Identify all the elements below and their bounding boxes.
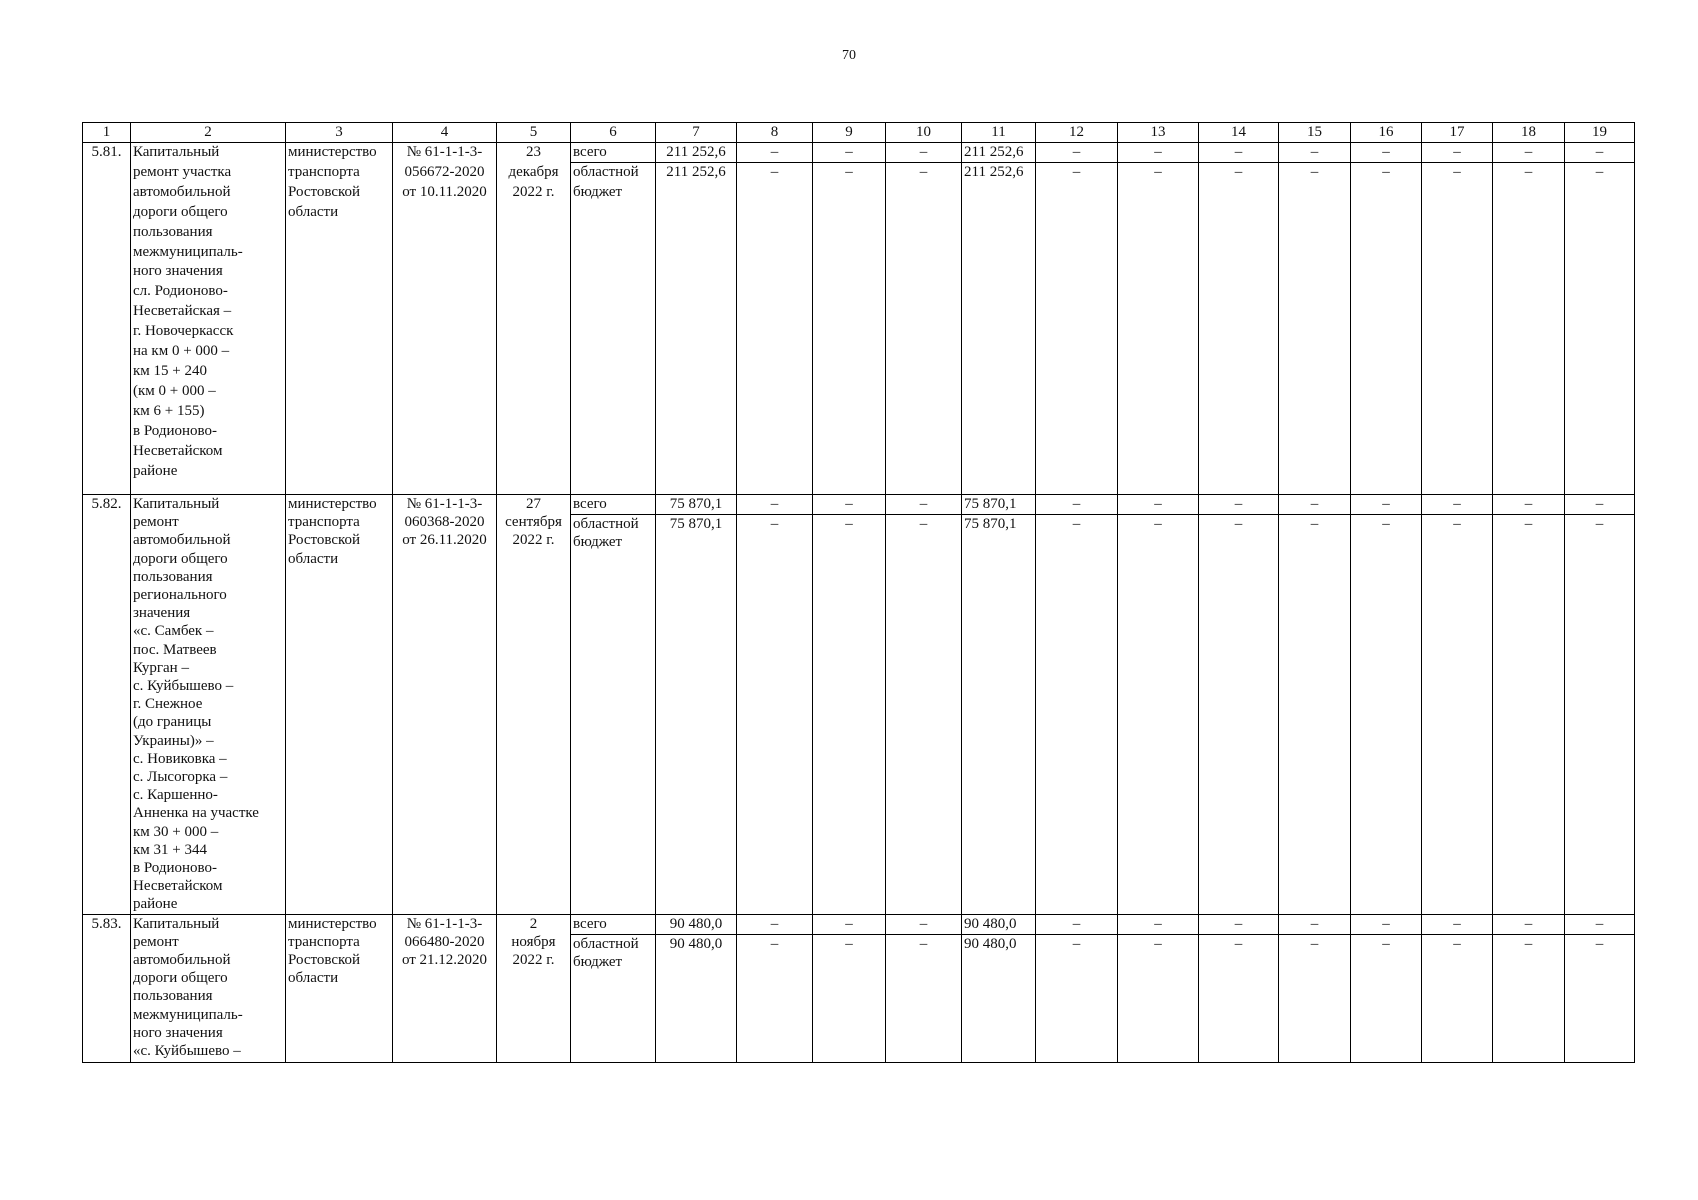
dash-cell: – (886, 495, 962, 515)
table-row (83, 914, 1635, 934)
header-cell: 1 (83, 123, 131, 143)
object-name-line: Капитальный (133, 496, 220, 512)
customer-line: Ростовской (288, 183, 361, 200)
object-name-line: Несветайская – (133, 303, 232, 320)
customer-line: области (288, 550, 339, 567)
dash-cell: – (1493, 163, 1565, 495)
contract-number-line: 056672-2020 (404, 163, 485, 180)
funding-budget-label-line: бюджет (573, 534, 623, 551)
object-name-line: Капитальный (133, 144, 220, 160)
dash-cell: – (737, 163, 813, 495)
object-name-line: пользования (133, 568, 213, 585)
dash-cell: – (1422, 495, 1493, 515)
completion-date (497, 143, 571, 495)
customer-line: транспорта (288, 514, 360, 531)
dash-cell: – (1199, 143, 1279, 163)
dash-cell: – (1036, 515, 1118, 915)
object-name-line: Капитальный (133, 915, 220, 932)
row-number: 5.81. (83, 143, 131, 495)
dash-cell: – (1351, 143, 1422, 163)
data-table (82, 122, 1635, 1063)
object-name-line: «с. Куйбышево – (133, 1043, 241, 1060)
customer-line: области (288, 203, 339, 220)
dash-cell: – (1199, 495, 1279, 515)
customer (286, 914, 393, 1062)
funding-budget-value: 90 480,0 (656, 934, 737, 1062)
header-cell: 4 (393, 123, 497, 143)
funding-total-col11: 211 252,6 (962, 143, 1036, 163)
header-cell: 5 (497, 123, 571, 143)
dash-cell: – (886, 143, 962, 163)
customer-line: министерство (288, 144, 377, 160)
funding-total-label: всего (571, 495, 656, 515)
header-cell: 8 (737, 123, 813, 143)
object-name-line: районе (133, 462, 178, 479)
dash-cell: – (1036, 143, 1118, 163)
object-name-line: с. Новиковка – (133, 750, 227, 767)
object-name-line: пользования (133, 988, 213, 1005)
dash-cell: – (1036, 934, 1118, 1062)
funding-total-value: 75 870,1 (656, 495, 737, 515)
completion-date (497, 914, 571, 1062)
dash-cell: – (1422, 515, 1493, 915)
object-name-line: ремонт (133, 933, 179, 950)
dash-cell: – (1118, 163, 1199, 495)
object-name (131, 495, 286, 915)
contract-number-line: № 61-1-1-3- (406, 144, 483, 160)
dash-cell: – (737, 495, 813, 515)
dash-cell: – (1279, 143, 1351, 163)
funding-budget-label (571, 515, 656, 915)
header-cell: 16 (1351, 123, 1422, 143)
object-name-line: пос. Матвеев (133, 641, 217, 658)
dash-cell: – (1422, 163, 1493, 495)
header-cell: 14 (1199, 123, 1279, 143)
dash-cell: – (1351, 914, 1422, 934)
dash-cell: – (1565, 934, 1635, 1062)
funding-budget-col11: 75 870,1 (962, 515, 1036, 915)
funding-total-value: 211 252,6 (656, 143, 737, 163)
dash-cell: – (1199, 934, 1279, 1062)
customer-line: Ростовской (288, 952, 361, 969)
dash-cell: – (813, 143, 886, 163)
object-name-line: км 30 + 000 – (133, 823, 219, 840)
contract-number (393, 495, 497, 915)
completion-date-line: 2022 г. (512, 532, 555, 549)
header-row (83, 123, 1635, 143)
completion-date-line: сентября (505, 514, 562, 531)
dash-cell: – (1279, 914, 1351, 934)
object-name-line: Украины)» – (133, 732, 214, 749)
funding-total-col11: 90 480,0 (962, 914, 1036, 934)
table-row (83, 143, 1635, 163)
completion-date-line: 2022 г. (512, 183, 555, 200)
dash-cell: – (1036, 495, 1118, 515)
contract-number-line: № 61-1-1-3- (406, 496, 483, 512)
object-name-line: регионального (133, 587, 227, 604)
object-name-line: «с. Самбек – (133, 623, 214, 640)
funding-total-label: всего (571, 914, 656, 934)
object-name-line: дороги общего (133, 203, 228, 220)
completion-date-line: 27 (526, 496, 541, 512)
dash-cell: – (813, 914, 886, 934)
header-cell: 13 (1118, 123, 1199, 143)
row-number: 5.82. (83, 495, 131, 915)
object-name (131, 143, 286, 495)
dash-cell: – (1565, 163, 1635, 495)
customer-line: Ростовской (288, 532, 361, 549)
funding-budget-label-line: областной (573, 164, 639, 180)
object-name-line: дороги общего (133, 970, 228, 987)
funding-total-label: всего (571, 143, 656, 163)
contract-number-line: от 21.12.2020 (401, 952, 488, 969)
dash-cell: – (1118, 143, 1199, 163)
header-cell: 12 (1036, 123, 1118, 143)
dash-cell: – (1422, 143, 1493, 163)
dash-cell: – (1493, 914, 1565, 934)
dash-cell: – (737, 515, 813, 915)
object-name (131, 914, 286, 1062)
funding-budget-label-line: бюджет (573, 953, 623, 970)
customer-line: министерство (288, 496, 377, 512)
table-row (83, 495, 1635, 515)
object-name-line: Анненка на участке (133, 805, 259, 822)
object-name-line: ного значения (133, 263, 223, 280)
dash-cell: – (1493, 143, 1565, 163)
contract-number (393, 143, 497, 495)
dash-cell: – (1199, 515, 1279, 915)
dash-cell: – (886, 934, 962, 1062)
dash-cell: – (1565, 143, 1635, 163)
object-name-line: ремонт (133, 514, 179, 531)
header-cell: 2 (131, 123, 286, 143)
object-name-line: в Родионово- (133, 860, 218, 877)
object-name-line: г. Новочеркасск (133, 323, 234, 340)
object-name-line: ного значения (133, 1024, 223, 1041)
funding-budget-label (571, 934, 656, 1062)
funding-budget-value: 75 870,1 (656, 515, 737, 915)
contract-number-line: от 10.11.2020 (402, 183, 487, 200)
header-cell: 17 (1422, 123, 1493, 143)
dash-cell: – (1565, 914, 1635, 934)
object-name-line: межмуниципаль- (133, 243, 243, 260)
object-name-line: (км 0 + 000 – (133, 382, 216, 399)
completion-date-line: 2022 г. (512, 952, 555, 969)
contract-number (393, 914, 497, 1062)
dash-cell: – (1118, 515, 1199, 915)
dash-cell: – (1351, 934, 1422, 1062)
funding-total-value: 90 480,0 (656, 914, 737, 934)
contract-number-line: 060368-2020 (404, 514, 485, 531)
dash-cell: – (1118, 495, 1199, 515)
dash-cell: – (813, 495, 886, 515)
header-cell: 3 (286, 123, 393, 143)
contract-number-line: 066480-2020 (404, 933, 485, 950)
customer-line: области (288, 970, 339, 987)
object-name-line: автомобильной (133, 183, 231, 200)
object-name-line: пользования (133, 223, 213, 240)
customer (286, 143, 393, 495)
dash-cell: – (1036, 914, 1118, 934)
page-number: 70 (842, 48, 856, 63)
header-cell: 11 (962, 123, 1036, 143)
object-name-line: дороги общего (133, 550, 228, 567)
dash-cell: – (886, 515, 962, 915)
dash-cell: – (1279, 163, 1351, 495)
object-name-line: км 15 + 240 (133, 362, 207, 379)
dash-cell: – (1199, 914, 1279, 934)
customer (286, 495, 393, 915)
header-cell: 10 (886, 123, 962, 143)
object-name-line: ремонт участка (133, 163, 232, 180)
completion-date-line: декабря (508, 163, 559, 180)
object-name-line: г. Снежное (133, 696, 203, 713)
header-cell: 7 (656, 123, 737, 143)
funding-budget-col11: 211 252,6 (962, 163, 1036, 495)
customer-line: транспорта (288, 933, 360, 950)
dash-cell: – (1565, 495, 1635, 515)
completion-date-line: 23 (526, 144, 541, 160)
customer-line: транспорта (288, 163, 360, 180)
dash-cell: – (1279, 515, 1351, 915)
funding-budget-col11: 90 480,0 (962, 934, 1036, 1062)
dash-cell: – (1493, 934, 1565, 1062)
dash-cell: – (886, 163, 962, 495)
object-name-line: на км 0 + 000 – (133, 343, 230, 360)
object-name-line: значения (133, 605, 191, 622)
dash-cell: – (1493, 495, 1565, 515)
object-name-line: с. Каршенно- (133, 787, 218, 804)
customer-line: министерство (288, 915, 377, 932)
object-name-line: автомобильной (133, 532, 231, 549)
dash-cell: – (1565, 515, 1635, 915)
funding-budget-label-line: областной (573, 516, 639, 533)
completion-date-line: ноября (511, 933, 556, 950)
funding-budget-label-line: бюджет (573, 183, 623, 200)
completion-date-line: 2 (529, 915, 538, 932)
dash-cell: – (1118, 914, 1199, 934)
row-number: 5.83. (83, 914, 131, 1062)
dash-cell: – (1199, 163, 1279, 495)
object-name-line: автомобильной (133, 952, 231, 969)
dash-cell: – (1493, 515, 1565, 915)
dash-cell: – (1118, 934, 1199, 1062)
object-name-line: с. Куйбышево – (133, 678, 234, 695)
table-body (83, 123, 1635, 1063)
dash-cell: – (1279, 495, 1351, 515)
dash-cell: – (1422, 914, 1493, 934)
dash-cell: – (813, 515, 886, 915)
dash-cell: – (1036, 163, 1118, 495)
header-cell: 9 (813, 123, 886, 143)
header-cell: 15 (1279, 123, 1351, 143)
object-name-line: км 6 + 155) (133, 402, 205, 419)
dash-cell: – (737, 143, 813, 163)
dash-cell: – (737, 934, 813, 1062)
dash-cell: – (1351, 495, 1422, 515)
dash-cell: – (1351, 515, 1422, 915)
dash-cell: – (1351, 163, 1422, 495)
header-cell: 18 (1493, 123, 1565, 143)
dash-cell: – (1279, 934, 1351, 1062)
contract-number-line: № 61-1-1-3- (406, 915, 483, 932)
dash-cell: – (1422, 934, 1493, 1062)
header-cell: 6 (571, 123, 656, 143)
funding-budget-label (571, 163, 656, 495)
funding-budget-value: 211 252,6 (656, 163, 737, 495)
object-name-line: Несветайском (133, 442, 223, 459)
object-name-line: сл. Родионово- (133, 283, 228, 300)
object-name-line: км 31 + 344 (133, 841, 207, 858)
contract-number-line: от 26.11.2020 (402, 532, 487, 549)
object-name-line: (до границы (133, 714, 212, 731)
object-name-line: в Родионово- (133, 422, 218, 439)
object-name-line: межмуниципаль- (133, 1006, 243, 1023)
object-name-line: с. Лысогорка – (133, 769, 228, 786)
funding-budget-label-line: областной (573, 935, 639, 952)
object-name-line: районе (133, 896, 178, 913)
object-name-line: Несветайском (133, 878, 223, 895)
object-name-line: Курган – (133, 659, 189, 676)
dash-cell: – (886, 914, 962, 934)
completion-date (497, 495, 571, 915)
dash-cell: – (813, 163, 886, 495)
funding-total-col11: 75 870,1 (962, 495, 1036, 515)
header-cell: 19 (1565, 123, 1635, 143)
dash-cell: – (813, 934, 886, 1062)
dash-cell: – (737, 914, 813, 934)
